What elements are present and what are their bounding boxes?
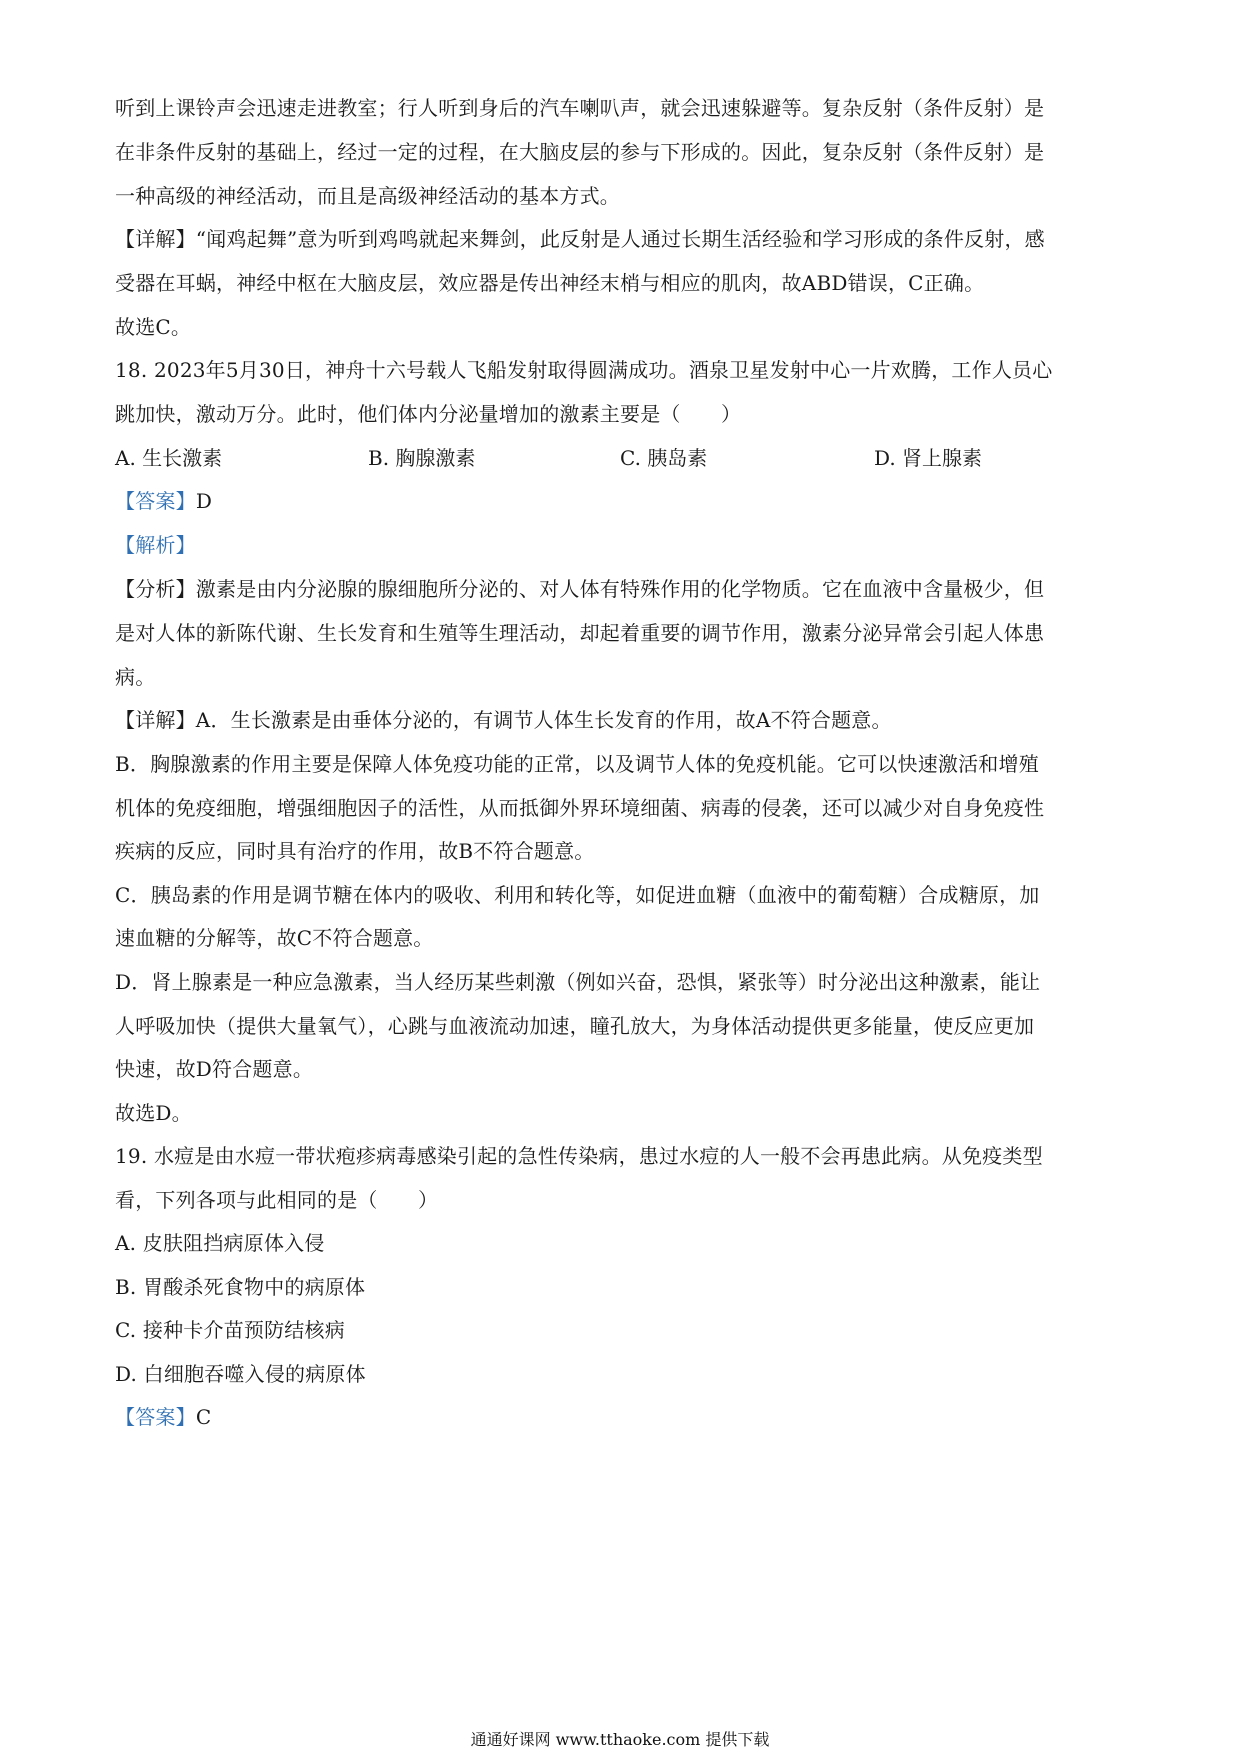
q19-option-d: D. 白细胞吞噬入侵的病原体 [115,1362,366,1386]
question-19-stem: 19. 水痘是由水痘一带状疱疹病毒感染引起的急性传染病，患过水痘的人一般不会再患此病。从免疫类型 [115,1144,1043,1168]
detail-line: C．胰岛素的作用是调节糖在体内的吸收、利用和转化等，如促进血糖（血液中的葡萄糖）合成糖原，加 [115,883,1040,907]
q18-analysis-label: 【解析】 [115,533,196,557]
q18-answer [115,488,212,514]
q18-option-b: B. 胸腺激素 [368,446,476,470]
detail-line: B．胸腺激素的作用主要是保障人体免疫功能的正常，以及调节人体的免疫机能。它可以快速激活和增殖 [115,752,1039,776]
q18-option-c: C. 胰岛素 [620,446,708,470]
question-18-stem: 18. 2023年5月30日，神舟十六号载人飞船发射取得圆满成功。酒泉卫星发射中心一片欢腾，工作人员心 [115,358,1053,382]
q19-option-b: B. 胃酸杀死食物中的病原体 [115,1275,366,1299]
detail-line: D．肾上腺素是一种应急激素，当人经历某些刺激（例如兴奋，恐惧，紧张等）时分泌出这种激素，能让 [115,970,1041,994]
q19-option-a: A. 皮肤阻挡病原体入侵 [115,1231,325,1255]
analysis-line: 是对人体的新陈代谢、生长发育和生殖等生理活动，却起着重要的调节作用，激素分泌异常会引起人体患 [115,621,1045,645]
detail-line: 【详解】A．生长激素是由垂体分泌的，有调节人体生长发育的作用，故A不符合题意。 [115,708,892,732]
analysis-line: 【分析】激素是由内分泌腺的腺细胞所分泌的、对人体有特殊作用的化学物质。它在血液中含量极少，但 [115,577,1045,601]
q18-option-d: D. 肾上腺素 [874,446,983,470]
conclusion-line: 故选D。 [115,1101,192,1125]
q18-option-a: A. 生长激素 [115,446,223,470]
question-18-stem-cont: 跳加快，激动万分。此时，他们体内分泌量增加的激素主要是（ ） [115,402,742,426]
answer-value: C [195,1405,212,1429]
answer-label: 【答案】 [115,489,196,513]
answer-label: 【答案】 [115,1405,196,1429]
detail-line: 人呼吸加快（提供大量氧气），心跳与血液流动加速，瞳孔放大，为身体活动提供更多能量，使反应更加 [115,1014,1035,1038]
text-line: 一种高级的神经活动，而且是高级神经活动的基本方式。 [115,184,620,208]
analysis-line: 病。 [115,665,156,689]
q19-answer [115,1404,211,1430]
text-line: 听到上课铃声会迅速走进教室；行人听到身后的汽车喇叭声，就会迅速躲避等。复杂反射（条件反射）是 [115,96,1045,120]
conclusion-line: 故选C。 [115,315,192,339]
answer-value: D [195,489,213,513]
detail-line: 疾病的反应，同时具有治疗的作用，故B不符合题意。 [115,839,595,863]
q19-option-c: C. 接种卡介苗预防结核病 [115,1318,345,1342]
page-footer: 通通好课网 www.tthaoke.com 提供下载 [470,1730,770,1749]
detail-line: 快速，故D符合题意。 [115,1057,314,1081]
detail-line: 机体的免疫细胞，增强细胞因子的活性，从而抵御外界环境细菌、病毒的侵袭，还可以减少对自身免疫性 [115,796,1045,820]
detail-line: 【详解】“闻鸡起舞”意为听到鸡鸣就起来舞剑，此反射是人通过长期生活经验和学习形成的条件反射，感 [115,227,1045,251]
text-line: 受器在耳蜗，神经中枢在大脑皮层，效应器是传出神经末梢与相应的肌肉，故ABD错误，C正确。 [115,271,985,295]
text-line: 在非条件反射的基础上，经过一定的过程，在大脑皮层的参与下形成的。因此，复杂反射（条件反射）是 [115,140,1045,164]
question-19-stem-cont: 看，下列各项与此相同的是（ ） [115,1188,439,1212]
detail-line: 速血糖的分解等，故C不符合题意。 [115,926,434,950]
